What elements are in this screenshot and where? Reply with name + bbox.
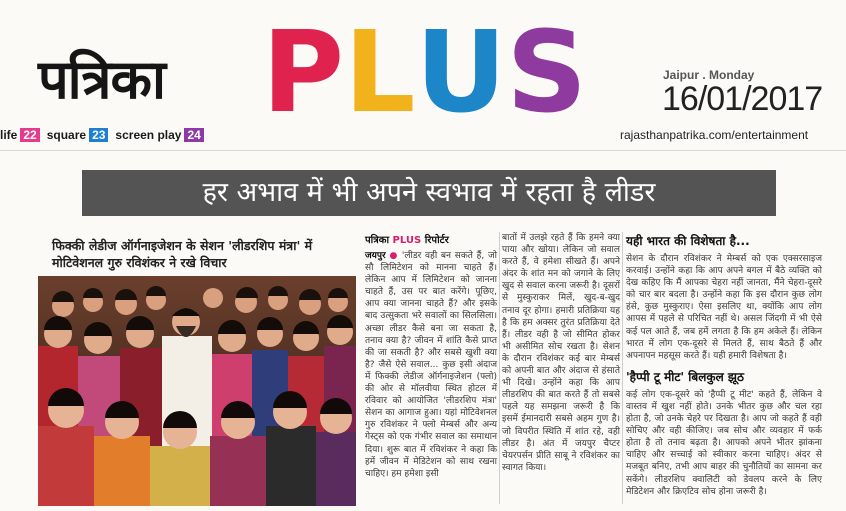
plus-letter-u: U: [415, 8, 503, 138]
byline-prefix: पत्रिका: [365, 235, 390, 246]
index-item[interactable]: [115, 128, 203, 142]
index-page-number: 23: [89, 128, 108, 142]
section-paragraph: कई लोग एक-दूसरे को 'हैप्पी टू मीट' कहते हैं, लेकिन वे वास्तव में खुश नहीं होते। उनके भीतर कुछ और चल रहा होता है, जो उनके चेहरे पर दिखता है। आप जो कहते हैं वही सोचिए और वही कीजिए। जब सोच और व्यवहार में फर्क होता है तो तनाव बढ़ता है। आपको अपने भीतर झांकना चाहिए और सच्चाई को स्वीकार करना चाहिए। अंदर से मजबूत बनिए, तभी आप बाहर की चुनौतियों का सामना कर सकेंगे। लीडरशिप क्वालिटी को डेवलप करने के लिए मेडिटेशन और क्रिएटिव सोच होना जरूरी है।: [626, 389, 822, 497]
brand-logo-plus: [262, 8, 584, 138]
story-column-1: [365, 232, 497, 480]
plus-letter-s: S: [506, 8, 584, 138]
issue-date: 16/01/2017: [662, 80, 823, 118]
index-label: life: [0, 128, 18, 142]
story-paragraph: बातों में उलझे रहते हैं कि हमने क्या पाया और खोया। लेकिन जो सवाल करते हैं, वे हमेशा सीखते हैं। अपने अंदर के शांत मन को जगाने के लिए खुद से सवाल करना जरूरी है। दूसरों से मुस्कुराकर मिलें, खुद-ब-खुद तनाव दूर होगा। हमारी प्रतिक्रिया यह है कि हम अक्सर तुरंत प्रतिक्रिया देते हैं। लीडर वही है जो सीमित होकर भी असीमित सोच रखता है। सेशन के दौरान रविशंकर कई बार मेम्बर्स को अपनी बात और अंदाज से हंसाते भी दिखे। उन्होंने कहा कि आप लीडरशिप की बात करते हैं तो सबसे पहले यह समझना जरूरी है कि इसमें ईमानदारी सबसे अहम गुण है। जो विपरीत स्थिति में शांत रहे, वही लीडर है। अंत में जयपुर चैप्टर चेयरपर्सन प्रीति साबू ने रविशंकर का स्वागत किया।: [502, 233, 620, 473]
website-url[interactable]: rajasthanpatrika.com/entertainment: [620, 128, 809, 142]
subhead-line: फिक्की लेडीज ऑर्गनाइजेशन के सेशन 'लीडरशिप मंत्रा' में: [52, 238, 313, 253]
masthead: [0, 0, 846, 150]
plus-letter-l: L: [344, 8, 412, 138]
column-divider: [499, 232, 500, 504]
bullet-icon: ●: [389, 251, 399, 261]
index-page-number: 24: [184, 128, 203, 142]
masthead-divider: [0, 150, 846, 151]
index-label: screen play: [115, 128, 182, 142]
section-paragraph: सेशन के दौरान रविशंकर ने मेम्बर्स को एक एक्सरसाइज करवाई। उन्होंने कहा कि आप अपने बगल में बैठे व्यक्ति को देख कहिए कि मैं आपका चेहरा नहीं जानता, मैंने चेहरा-दूसरे को चार बार बदला है। उन्होंने कहा कि इस दौरान कुछ लोग हंसे, कुछ मुस्कुराए। ऐसा इसलिए था, क्योंकि आप लोग आपस में पहले से परिचित नहीं थे। असल जिंदगी में भी ऐसे कई पल आते हैं, जब हमें लगता है कि हम अकेले हैं। लेकिन भारत में लोग एक-दूसरे से मिलते हैं, साथ बैठते हैं और अपनापन महसूस करते हैं। यही हमारी विशेषता है।: [626, 254, 822, 361]
index-item[interactable]: [47, 128, 109, 142]
plus-letter-p: P: [262, 8, 341, 138]
section-heading: यही भारत की विशेषता है...: [626, 234, 750, 248]
event-photo: [38, 276, 356, 506]
story-text: [365, 250, 497, 480]
byline-suffix: रिपोर्टर: [424, 235, 449, 246]
group-photo-illustration: [38, 276, 356, 506]
story-paragraph: 'लीडर वही बन सकते हैं, जो सौ लिमिटेशन को मानना चाहते हैं। लेकिन आप में लिमिटेशन को जानना चाहते हैं, उस पर बात करेंगे। पूछिए, आप क्या जानना चाहते हैं? और इसके बाद उत्सुकता भरे सवालों का सिलसिला। अच्छा लीडर कैसे बना जा सकता है, तनाव क्या है? जीवन में शांति कैसे प्राप्त की जा सकती है? और सबसे खुशी क्या है? जैसे ऐसे सवाल... कुछ इसी अंदाज में फिक्की लेडीज ऑर्गनाइजेशन (फ्लो) की ओर से मॉलवीया स्थित होटल में रविवार को आयोजित 'लीडरशिप मंत्रा' सेशन का आगाज हुआ। यहां मोटिवेशनल गुरु रविशंकर ने फ्लो मेम्बर्स और अन्य गेस्ट्स को एक गंभीर सवाल का समाधान दिया। शुरू बात में रविशंकर ने कहा कि हमें जीवन में मेडिटेशन को साथ रखना चाहिए। हम हमेशा इसी: [365, 251, 497, 479]
story-subhead: [52, 237, 352, 271]
subhead-line: मोटिवेशनल गुरु रविशंकर ने रखे विचार: [52, 255, 227, 270]
byline-plus: PLUS: [392, 235, 422, 246]
dateline: Jaipur . Monday: [663, 68, 755, 82]
dateline-city: जयपुर: [365, 251, 386, 261]
story-column-3: [626, 232, 822, 498]
story-column-2: [502, 232, 620, 474]
section-heading: 'हैप्पी टू मीट' बिलकुल झूठ: [626, 369, 744, 384]
byline: [365, 232, 497, 246]
headline: हर अभाव में भी अपने स्वभाव में रहता है लीडर: [82, 170, 776, 216]
index-page-number: 22: [20, 128, 39, 142]
index-item[interactable]: [0, 128, 40, 142]
index-label: square: [46, 128, 87, 142]
column-divider: [622, 232, 623, 504]
page-index: [0, 126, 204, 144]
brand-logo-hindi: पत्रिका: [38, 48, 165, 111]
